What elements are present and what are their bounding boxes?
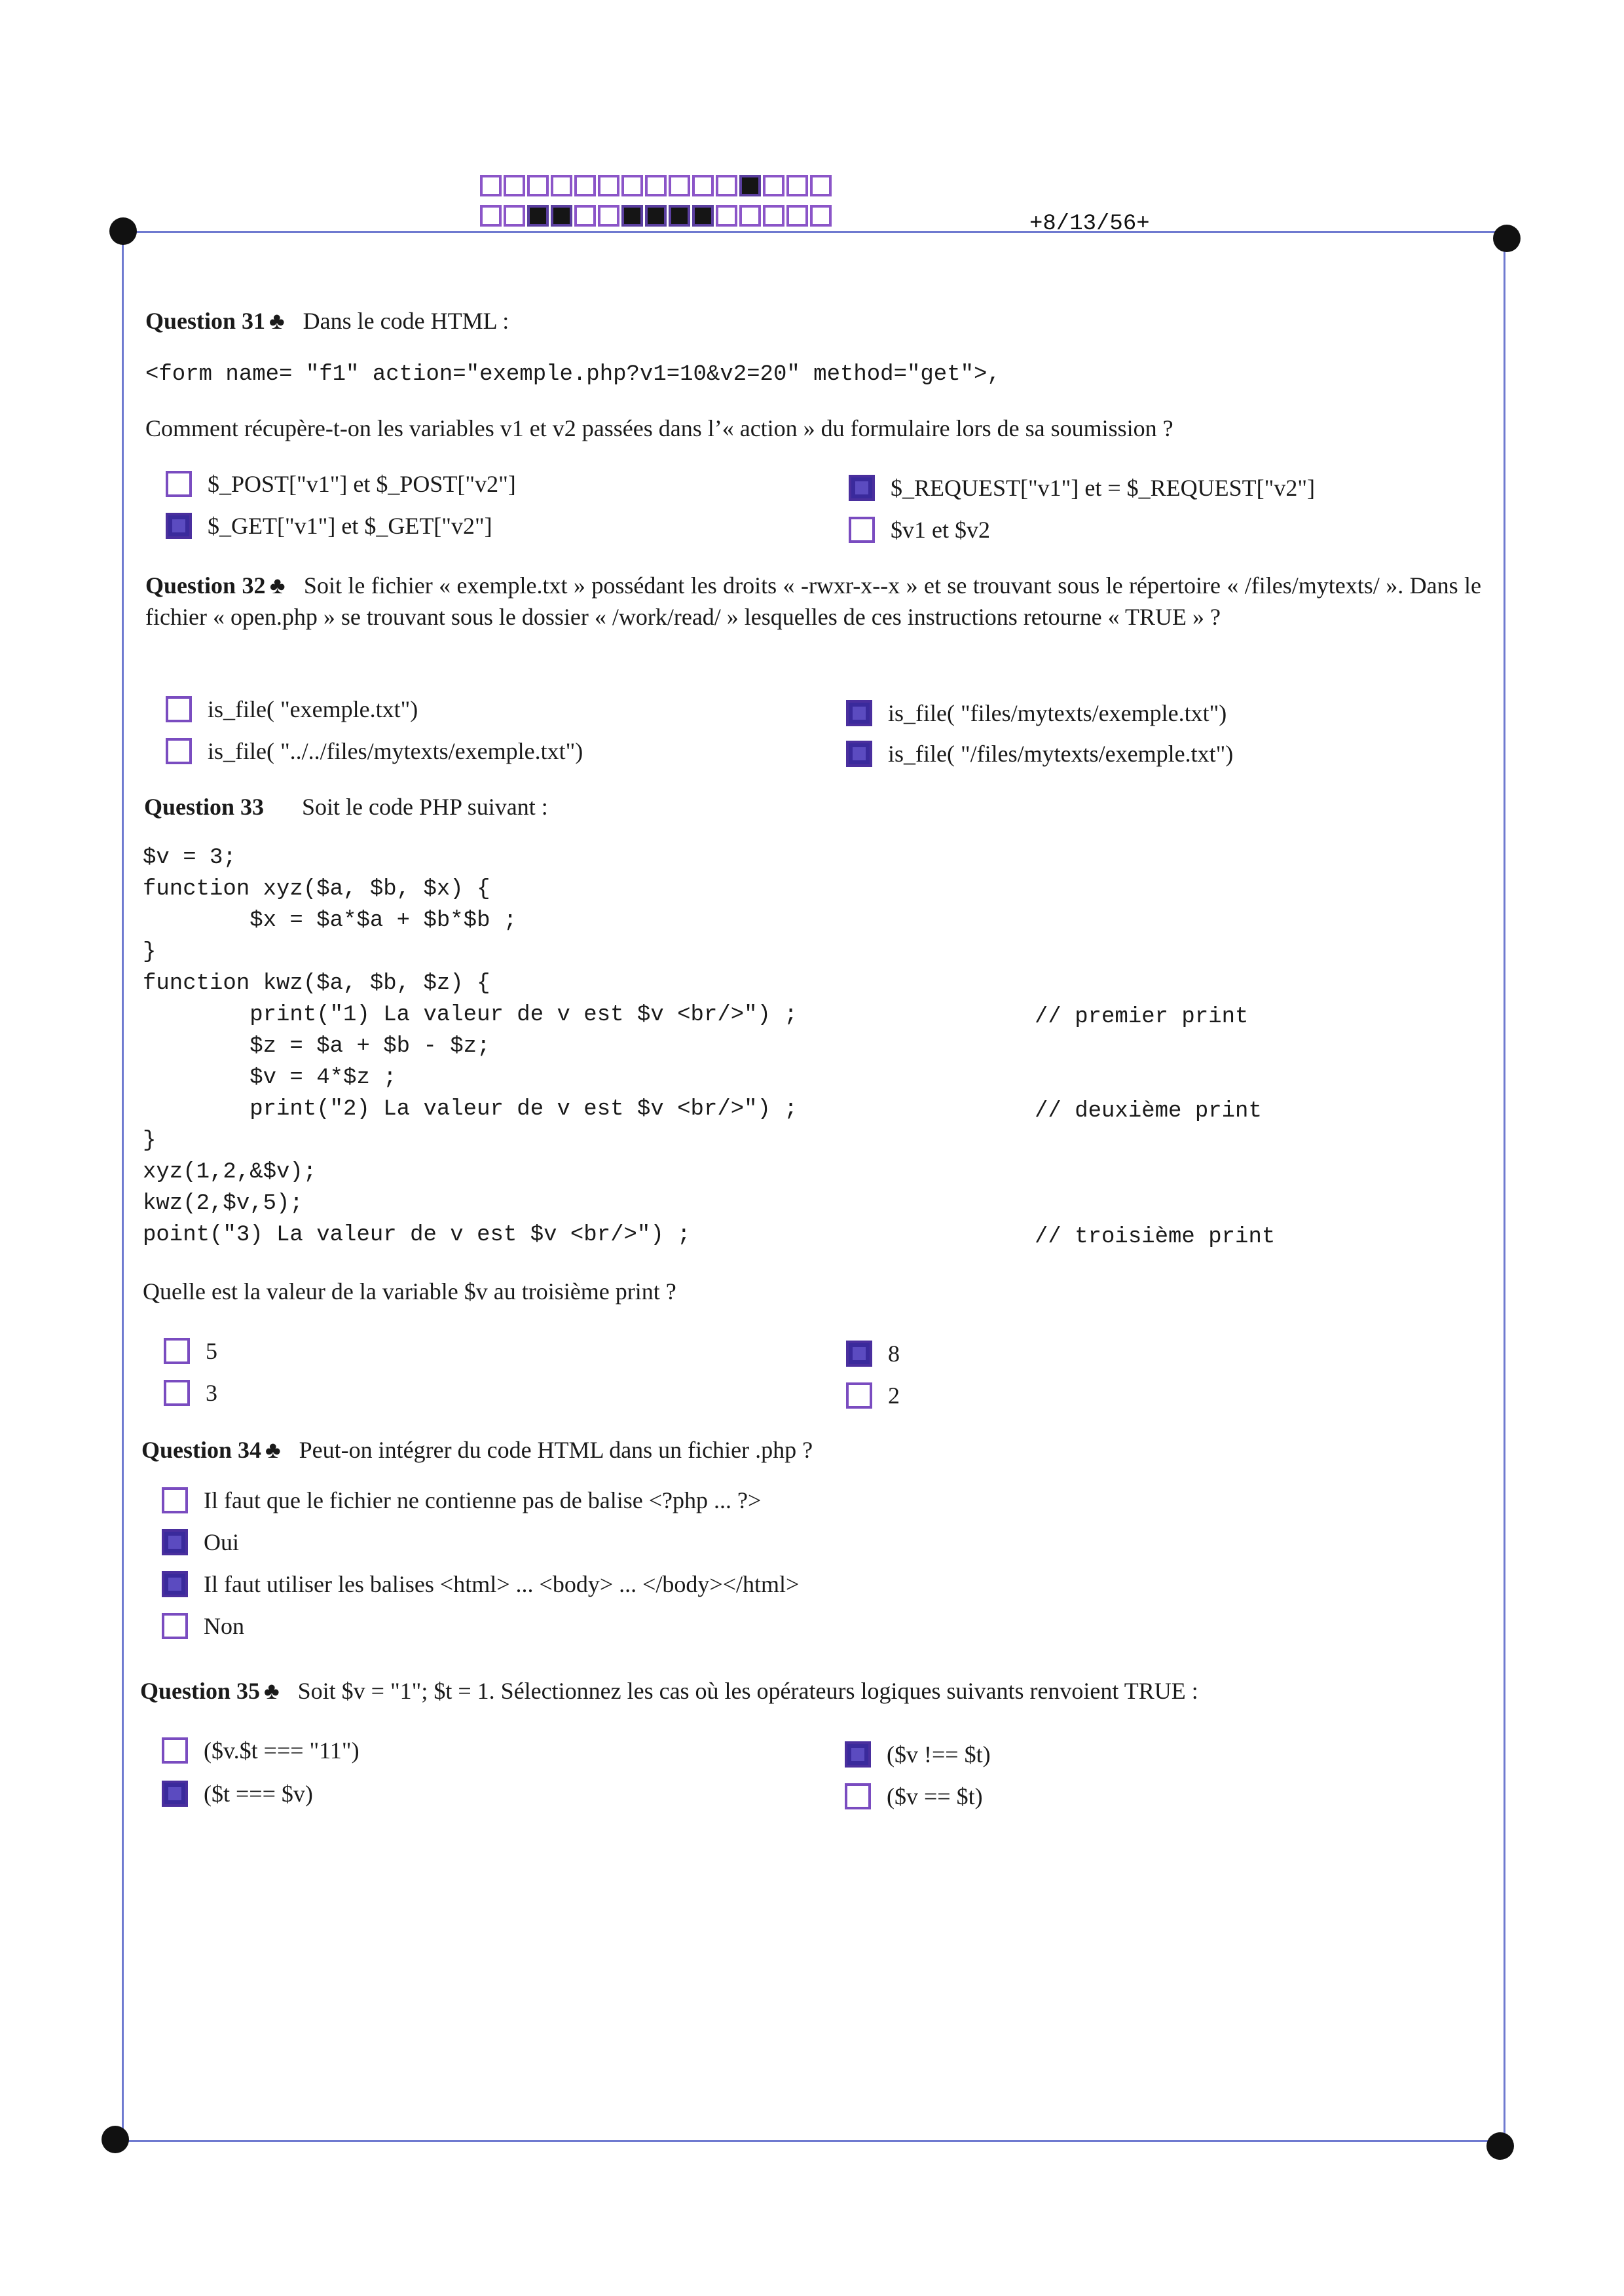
option-label: 8 (888, 1341, 900, 1367)
id-cell (504, 175, 525, 196)
id-cell (786, 175, 808, 196)
id-cell (480, 175, 502, 196)
id-cell (669, 205, 690, 227)
checkbox[interactable] (162, 1613, 188, 1639)
id-cell (692, 175, 714, 196)
q33-option-2[interactable] (164, 1379, 217, 1407)
option-label: is_file( "exemple.txt") (208, 696, 418, 722)
checkbox[interactable] (166, 471, 192, 497)
id-cell (551, 205, 572, 227)
checkbox[interactable] (846, 741, 872, 767)
frame-right-line (1504, 239, 1505, 2138)
id-cell (527, 205, 549, 227)
q35-option-2[interactable] (162, 1780, 313, 1807)
sheet-id: +8/13/56+ (1029, 212, 1150, 236)
question-33-prompt: Soit le code PHP suivant : (302, 794, 548, 820)
option-label: Oui (204, 1529, 239, 1555)
option-label: 2 (888, 1382, 900, 1409)
option-label: ($v == $t) (887, 1783, 983, 1809)
id-cell (621, 175, 643, 196)
question-31-prompt: Dans le code HTML : (303, 308, 509, 334)
comment-deuxieme-print: // deuxième print (1035, 1099, 1262, 1124)
question-33-header (144, 791, 1480, 823)
id-cell (645, 205, 667, 227)
checkbox[interactable] (849, 475, 875, 501)
question-33-text: Quelle est la valeur de la variable $v au troisième print ? (143, 1278, 676, 1305)
frame-left-line (122, 232, 124, 2141)
checkbox[interactable] (849, 517, 875, 543)
question-32-title: Question 32 (145, 572, 266, 599)
option-label: 3 (206, 1380, 217, 1406)
id-cell (574, 175, 596, 196)
option-label: ($v.$t === "11") (204, 1737, 360, 1764)
id-cell (692, 205, 714, 227)
option-label: Non (204, 1613, 244, 1639)
question-33-title: Question 33 (144, 794, 265, 820)
id-cell (739, 205, 761, 227)
checkbox[interactable] (166, 513, 192, 539)
corner-marker-bottom-right (1486, 2132, 1514, 2160)
q34-option-1[interactable] (162, 1487, 761, 1514)
checkbox[interactable] (162, 1781, 188, 1807)
checkbox[interactable] (166, 738, 192, 764)
question-33-code: $v = 3; function xyz($a, $b, $x) { $x = $a*$a + $b*$b ; } function kwz($a, $b, $z) { print("1) La valeur de v est $v <br/>") ; $z = $a + $b - $z; $v = 4*$z ; print("2) La valeur de v est $v <br/>") ; } xyz(1,2,&$v); kwz(2,$v,5); point("3) La valeur de v est $v <br/>") ; (143, 845, 798, 1248)
question-31-text: Comment récupère-t-on les variables v1 et v2 passées dans l’« action » du formulaire lors de sa soumission ? (145, 415, 1173, 441)
question-35-title: Question 35 (140, 1678, 261, 1704)
checkbox[interactable] (164, 1338, 190, 1364)
q35-option-4[interactable] (845, 1783, 983, 1810)
sheet-id-grid-row2 (480, 205, 834, 227)
id-cell (739, 175, 761, 196)
q34-option-2[interactable] (162, 1528, 239, 1556)
checkbox[interactable] (845, 1741, 871, 1768)
checkbox[interactable] (166, 696, 192, 722)
question-34-title: Question 34 (141, 1437, 262, 1463)
option-label: is_file( "files/mytexts/exemple.txt") (888, 700, 1227, 726)
checkbox[interactable] (162, 1529, 188, 1555)
id-cell (598, 205, 619, 227)
club-icon: ♣ (264, 1678, 280, 1704)
question-34-header (141, 1434, 1477, 1466)
q32-option-1[interactable] (166, 695, 418, 723)
corner-marker-bottom-left (101, 2126, 129, 2153)
id-cell (763, 175, 784, 196)
id-cell (786, 205, 808, 227)
id-cell (621, 205, 643, 227)
id-cell (763, 205, 784, 227)
frame-top-line (123, 231, 1508, 233)
checkbox[interactable] (846, 700, 872, 726)
q31-option-2[interactable] (166, 512, 492, 540)
club-icon: ♣ (265, 1437, 281, 1463)
id-cell (716, 175, 737, 196)
id-cell (645, 175, 667, 196)
checkbox[interactable] (162, 1571, 188, 1597)
club-icon: ♣ (269, 572, 286, 599)
q35-option-3[interactable] (845, 1741, 991, 1768)
checkbox[interactable] (162, 1487, 188, 1513)
q33-option-4[interactable] (846, 1382, 900, 1409)
question-32 (145, 570, 1481, 633)
id-cell (810, 205, 832, 227)
option-label: ($v !== $t) (887, 1741, 991, 1768)
option-label: 5 (206, 1338, 217, 1364)
frame-bottom-line (117, 2140, 1498, 2142)
q35-option-1[interactable] (162, 1737, 360, 1764)
q31-option-3[interactable] (849, 474, 1315, 502)
id-cell (574, 205, 596, 227)
id-cell (527, 175, 549, 196)
option-label: Il faut utiliser les balises <html> ... <body> ... </body></html> (204, 1571, 800, 1597)
corner-marker-top-left (109, 217, 137, 245)
q32-option-2[interactable] (166, 737, 583, 765)
q33-option-3[interactable] (846, 1340, 900, 1367)
option-label: $_REQUEST["v1"] et = $_REQUEST["v2"] (891, 475, 1316, 501)
q34-option-4[interactable] (162, 1612, 244, 1640)
question-31-header (145, 305, 1481, 337)
checkbox[interactable] (846, 1341, 872, 1367)
option-label: is_file( "../../files/mytexts/exemple.txt") (208, 738, 583, 764)
question-31-code: <form name= "f1" action="exemple.php?v1=10&v2=20" method="get">, (145, 362, 1001, 387)
q33-option-1[interactable] (164, 1337, 217, 1365)
question-34-prompt: Peut-on intégrer du code HTML dans un fichier .php ? (299, 1437, 813, 1463)
id-cell (480, 205, 502, 227)
question-35-prompt: Soit $v = "1"; $t = 1. Sélectionnez les cas où les opérateurs logiques suivants renvoient TRUE : (297, 1678, 1198, 1704)
comment-troisieme-print: // troisième print (1035, 1225, 1276, 1250)
option-label: $_POST["v1"] et $_POST["v2"] (208, 471, 516, 497)
sheet-id-grid-row1 (480, 175, 834, 196)
q34-option-3[interactable] (162, 1570, 799, 1598)
q31-option-1[interactable] (166, 470, 516, 498)
question-31-title: Question 31 (145, 308, 266, 334)
id-cell (504, 205, 525, 227)
corner-marker-top-right (1493, 225, 1521, 252)
id-cell (598, 175, 619, 196)
checkbox[interactable] (846, 1382, 872, 1409)
id-cell (716, 205, 737, 227)
comment-premier-print: // premier print (1035, 1005, 1249, 1029)
option-label: $v1 et $v2 (891, 517, 990, 543)
id-cell (669, 175, 690, 196)
question-32-prompt: Soit le fichier « exemple.txt » possédant les droits « -rwxr-x--x » et se trouvant sous le répertoire « /files/mytexts/ ». Dans le fichier « open.php » se trouvant sous le dossier « /work/read/ » lesquelles de ces instructions retourne « TRUE » ? (145, 572, 1482, 630)
option-label: ($t === $v) (204, 1781, 313, 1807)
q31-option-4[interactable] (849, 516, 990, 544)
checkbox[interactable] (845, 1783, 871, 1809)
question-35-header (140, 1675, 1476, 1707)
club-icon: ♣ (269, 308, 285, 334)
checkbox[interactable] (164, 1380, 190, 1406)
option-label: $_GET["v1"] et $_GET["v2"] (208, 513, 492, 539)
checkbox[interactable] (162, 1737, 188, 1764)
id-cell (551, 175, 572, 196)
option-label: Il faut que le fichier ne contienne pas de balise <?php ... ?> (204, 1487, 762, 1513)
q32-option-4[interactable] (846, 740, 1233, 768)
option-label: is_file( "/files/mytexts/exemple.txt") (888, 741, 1234, 767)
q32-option-3[interactable] (846, 699, 1227, 727)
id-cell (810, 175, 832, 196)
